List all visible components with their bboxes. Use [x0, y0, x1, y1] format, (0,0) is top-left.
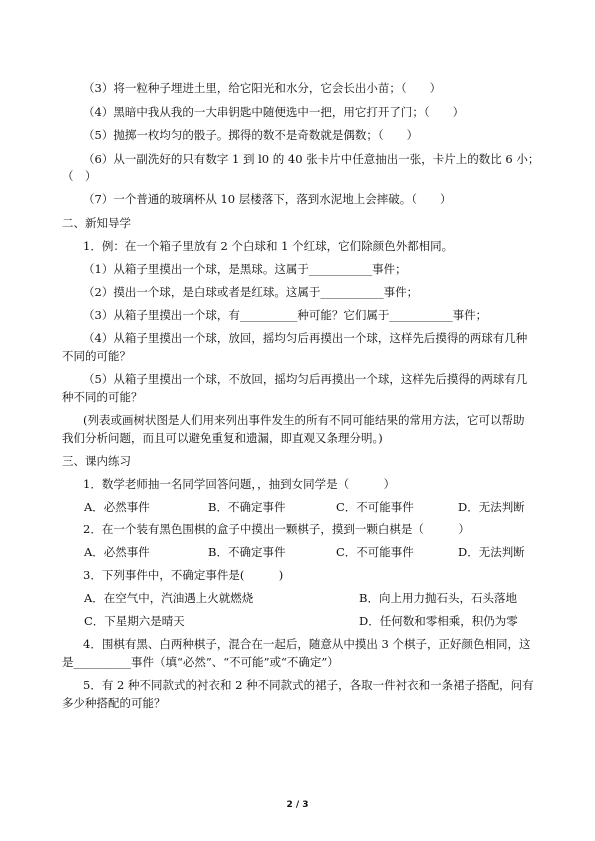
- text-line: 多少种搭配的可能？: [62, 696, 166, 710]
- text-line: （1）从箱子里摸出一个球，是黑球。这属于___________事件；: [83, 262, 407, 276]
- choice-b: B．不确定事件: [208, 545, 286, 559]
- text-line: （7）一个普通的玻璃杯从 10 层楼落下，落到水泥地上会摔破。（ ）: [83, 192, 452, 206]
- choice-a: A．在空气中，汽油遇上火就燃烧: [84, 591, 254, 605]
- section-heading: 二、新知导学: [62, 216, 131, 230]
- text-line: （4）从箱子里摸出一个球，放回，摇均匀后再摸出一个球，这样先后摸得的两球有几种: [83, 331, 528, 345]
- text-line: 不同的可能？: [62, 349, 131, 363]
- question-2-choices: [84, 544, 525, 560]
- choice-b: B．不确定事件: [208, 500, 286, 514]
- text-line: （6）从一副洗好的只有数字 1 到 l0 的 40 张卡片中任意抽出一张，卡片上的数比 6 小；: [83, 152, 540, 166]
- question-3-choices-row2: [84, 613, 518, 629]
- text-line: 我们分析问题，而且可以避免重复和遗漏，即直观又条理分明。): [62, 431, 383, 445]
- text-line: （2）摸出一个球，是白球或者是红球。这属于___________事件；: [83, 285, 419, 299]
- text-line: （3）将一粒种子埋进土里，给它阳光和水分，它会长出小苗；（ ）: [83, 81, 442, 95]
- choice-c: C．下星期六是晴天: [84, 614, 185, 628]
- text-line: （5）从箱子里摸出一个球，不放回，摇均匀后再摸出一个球，这样先后摸得的两球有几: [83, 372, 528, 386]
- question-3-choices-row1: [84, 590, 517, 606]
- choice-c: C．不可能事件: [336, 545, 414, 559]
- question-3: 3．下列事件中，不确定事件是( ): [83, 568, 284, 582]
- text-line: （4）黑暗中我从我的一大串钥匙中随便选中一把，用它打开了门；（ ）: [83, 105, 465, 119]
- text-line: 是__________事件（填“必然”、“不可能”或“不确定”）: [62, 655, 339, 669]
- question-1-choices: [84, 499, 525, 515]
- choice-a: A．必然事件: [84, 500, 150, 514]
- question-5: 5．有 2 种不同款式的衬衣和 2 种不同款式的裙子，各取一件衬衣和一条裙子搭配，问有: [83, 678, 534, 692]
- choice-c: C．不可能事件: [336, 500, 414, 514]
- question-2: 2．在一个装有黑色围棋的盒子中摸出一颗棋子，摸到一颗白棋是（ ）: [83, 522, 470, 536]
- text-line: 1．例：在一个箱子里放有 2 个白球和 1 个红球，它们除颜色外都相同。: [83, 239, 454, 253]
- page-number: 2 / 3: [286, 800, 309, 810]
- choice-d: D．无法判断: [458, 545, 525, 559]
- choice-a: A．必然事件: [84, 545, 150, 559]
- text-line: (列表或画树状图是人们用来列出事件发生的所有不同可能结果的常用方法，它可以帮助: [83, 413, 525, 427]
- text-line: （5）抛掷一枚均匀的骰子。掷得的数不是奇数就是偶数；（ ）: [83, 128, 419, 142]
- choice-b: B．向上用力抛石头，石头落地: [359, 591, 517, 605]
- question-1: 1．数学老师抽一名同学回答问题，，抽到女同学是（ ）: [83, 477, 396, 491]
- choice-d: D．无法判断: [458, 500, 525, 514]
- question-4: 4．围棋有黑、白两种棋子，混合在一起后，随意从中摸出 3 个棋子，正好颜色相同，这: [83, 637, 531, 651]
- text-line: （ ）: [62, 169, 97, 183]
- text-line: （3）从箱子里摸出一个球，有__________种可能？它们属于___________事件；: [83, 308, 488, 322]
- choice-d: D．任何数和零相乘，积仍为零: [359, 614, 518, 628]
- section-heading: 三、课内练习: [62, 454, 131, 468]
- text-line: 种不同的可能？: [62, 390, 143, 404]
